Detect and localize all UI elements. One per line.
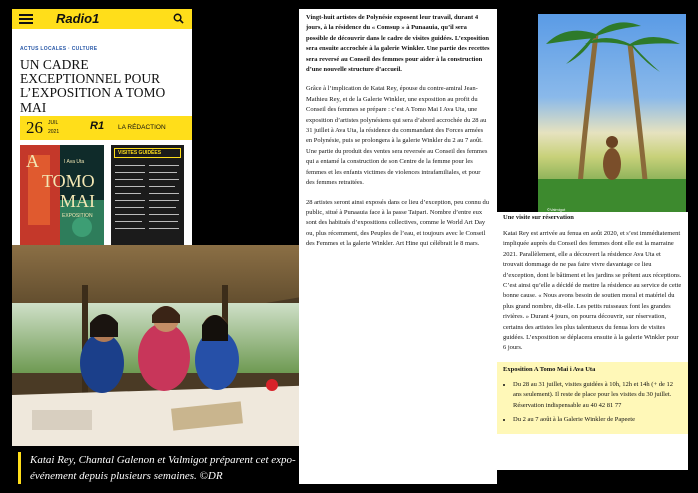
article-lead-paragraph: Vingt-huit artistes de Polynésie exposent leur travail, durant 4 jours, à la résidence du « Comsup » à Punaauia, qu’il sera possible de découvrir dans le cadre de visites guidées. L’exposition sera ensuite accrochée à la galerie Winkler. Une partie des recettes sera reversé au Conseil des femmes pour aider à la construction d’une nouvelle structure d’accueil. (306, 14, 490, 74)
poster-subtitle: I Ava Uta (64, 159, 85, 165)
flyer-header (114, 148, 181, 158)
exhibition-info-box (497, 362, 688, 434)
poster-letter: A (26, 151, 39, 171)
article-phone-screenshot (12, 9, 192, 245)
date-author-band (20, 116, 192, 140)
date-year: 2021 (48, 129, 60, 135)
guided-visits-flyer (111, 145, 184, 245)
info-box-title: Exposition A Tomo Mai i Ava Uta (503, 365, 596, 373)
article-paragraph: 28 artistes seront ainsi exposés dans ce lieu d’exception, peu connu du public, situé à Punaauia face à la passe Taipari. Nombre d’entre eux sont des habitués d’expositions collectives, comme le World Art Day ou, plus récemment, des Peuples de l’eau, et toujours avec le Conseil des Femmes et la galerie Winkler. Art Hine qui célébrait le 8 mars. (306, 198, 490, 248)
info-box-list (503, 380, 682, 426)
menu-icon[interactable] (19, 14, 33, 24)
section-paragraph: Katai Rey est arrivée au fenua en août 2020, et s’est immédiatement impliquée auprès du Conseil des femmes dont elle est la marraine 2021. Parallèlement, elle a découvert la résidence Ava Uta et trouvait dommage de ne pas faire vivre davantage ce lieu d’exception, dont le bâtiment et les jardins se prêtent aux réceptions. C’est ainsi qu’elle a décidé de mettre la résidence au service de cette bonne cause. « Nous avons besoin de soutien moral et matériel du plus grand nombre, dit-elle. Les petits ruisseaux font les grandes rivières. » Durant 4 jours, on pourra découvrir, sur réservation, certains des artistes les plus talentueux du fenua lors de visites guidées. L’exposition se déplacera ensuite à la galerie Winkler pour 6 jours. (503, 230, 682, 352)
photo-caption: Katai Rey, Chantal Galenon et Valmigot préparent cet expo-événement depuis plusieurs semaines. ©DR (18, 452, 318, 484)
article-headline: UN CADRE EXCEPTIONNEL POUR L’EXPOSITION A TOMO MAI (20, 57, 166, 115)
site-header-bar (12, 9, 192, 29)
beach-photo (538, 14, 686, 212)
section-heading: Une visite sur réservation (503, 214, 574, 221)
article-author[interactable]: LA RÉDACTION (118, 124, 166, 131)
author-logo: R1 (90, 120, 105, 132)
exhibition-poster (20, 145, 104, 245)
group-photo (12, 245, 325, 446)
site-logo[interactable]: Radio1 (56, 11, 100, 26)
info-box-item: • Du 28 au 31 juillet, visites guidées à 10h, 12h et 14h (+ de 12 ans seulement). Il reste de place pour les visites du 30 juillet. Réservation indispensable au 40 42 81 77 (513, 380, 682, 411)
article-paragraph: Grâce à l’implication de Katai Rey, épouse du contre-amiral Jean-Mathieu Rey, et de la Galerie Winkler, une exposition au profit du Conseil des femmes se prépare : c’est A Tomo Mai I Ava Uta, une exposition d’artistes polynésiens qui sera d’abord accrochée du 28 au 31 juillet à Ava Uta, la résidence du commandant des Forces armées en Polynésie, puis se prolongera à la galerie Winkler du 2 au 7 août. Une partie du produit des ventes sera reversée au Conseil des femmes qui a entamé la construction de son Centre de la femme pour les femmes et les enfants victimes de violences intrafamiliales, et pour des femmes retraitées. (306, 85, 488, 187)
search-icon[interactable] (173, 13, 184, 24)
date-day: 26 (26, 118, 43, 137)
article-categories[interactable]: ACTUS LOCALES · CULTURE (20, 46, 98, 52)
info-box-item: • Du 2 au 7 août à la Galerie Winkler de Papeete (513, 415, 682, 425)
poster-exposition: EXPOSITION (62, 213, 93, 219)
date-month: JUIL (48, 120, 59, 126)
flyer-title: VISITES GUIDÉES (118, 150, 162, 156)
reservation-section (497, 212, 688, 470)
article-text-column (299, 9, 497, 484)
poster-word-mai: MAI (60, 191, 95, 211)
photo-credit: ©Valmigot (547, 207, 566, 212)
poster-word-tomo: TOMO (42, 171, 95, 191)
